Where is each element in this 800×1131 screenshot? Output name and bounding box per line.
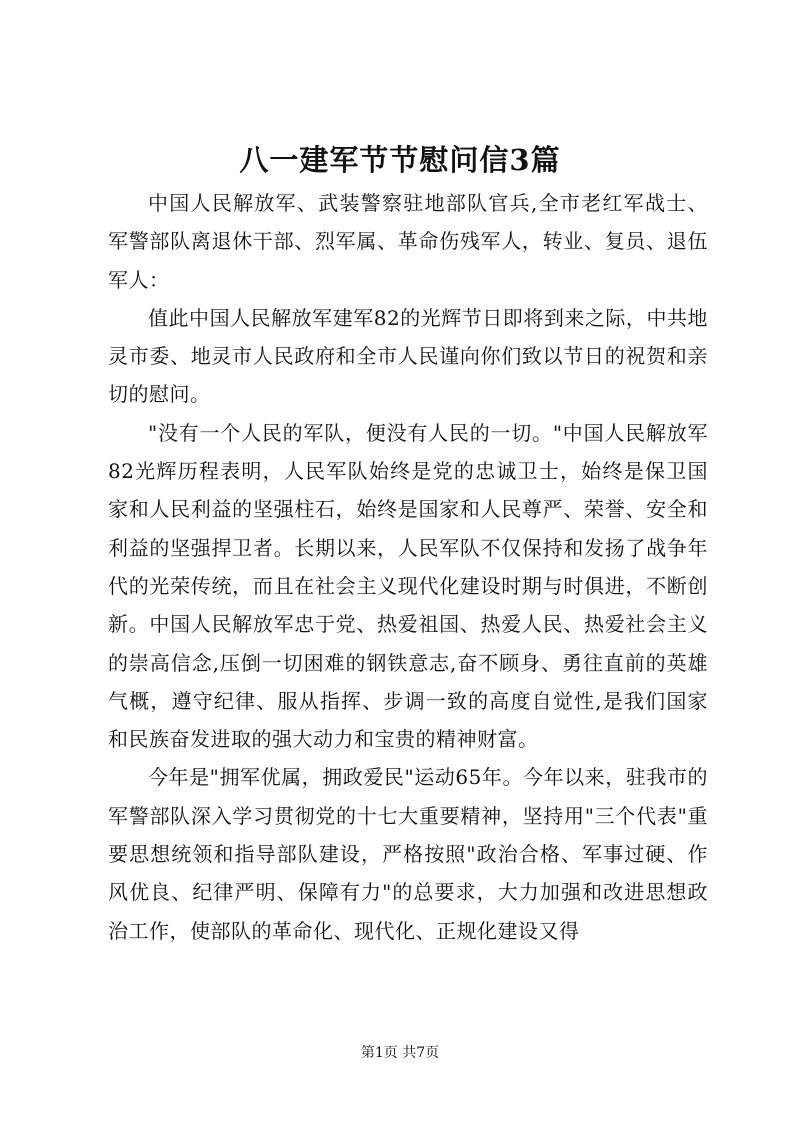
document-body bbox=[108, 184, 708, 950]
history-paragraph: "没有一个人民的军队，便没有人民的一切。"中国人民解放军82光辉历程表明，人民军队始终是党的忠诚卫士，始终是保卫国家和人民利益的坚强柱石，始终是国家和人民尊严、荣誉、安全和利益的坚强捍卫者。长期以来，人民军队不仅保持和发扬了战争年代的光荣传统，而且在社会主义现代化建设时期与时俱进，不断创新。中国人民解放军忠于党、热爱祖国、热爱人民、热爱社会主义的崇高信念,压倒一切困难的钢铁意志,奋不顾身、勇往直前的英雄气概，遵守纪律、服从指挥、步调一致的高度自觉性,是我们国家和民族奋发进取的强大动力和宝贵的精神财富。 bbox=[108, 420, 708, 752]
greeting-paragraph: 值此中国人民解放军建军82的光辉节日即将到来之际，中共地灵市委、地灵市人民政府和全市人民谨向你们致以节日的祝贺和亲切的慰问。 bbox=[108, 305, 708, 407]
page-number-footer: 第1页 共7页 bbox=[360, 1045, 440, 1061]
salutation-paragraph: 中国人民解放军、武装警察驻地部队官兵,全市老红军战士、军警部队离退休干部、烈军属、革命伤残军人，转业、复员、退伍军人： bbox=[108, 191, 708, 292]
activity-paragraph: 今年是"拥军优属，拥政爱民"运动65年。今年以来，驻我市的军警部队深入学习贯彻党的十七大重要精神，坚持用"三个代表"重要思想统领和指导部队建设，严格按照"政治合格、军事过硬、作风优良、纪律严明、保障有力"的总要求，大力加强和改进思想政治工作，使部队的革命化、现代化、正规化建设又得 bbox=[108, 765, 708, 943]
document-title: 八一建军节节慰问信3篇 bbox=[239, 143, 561, 177]
